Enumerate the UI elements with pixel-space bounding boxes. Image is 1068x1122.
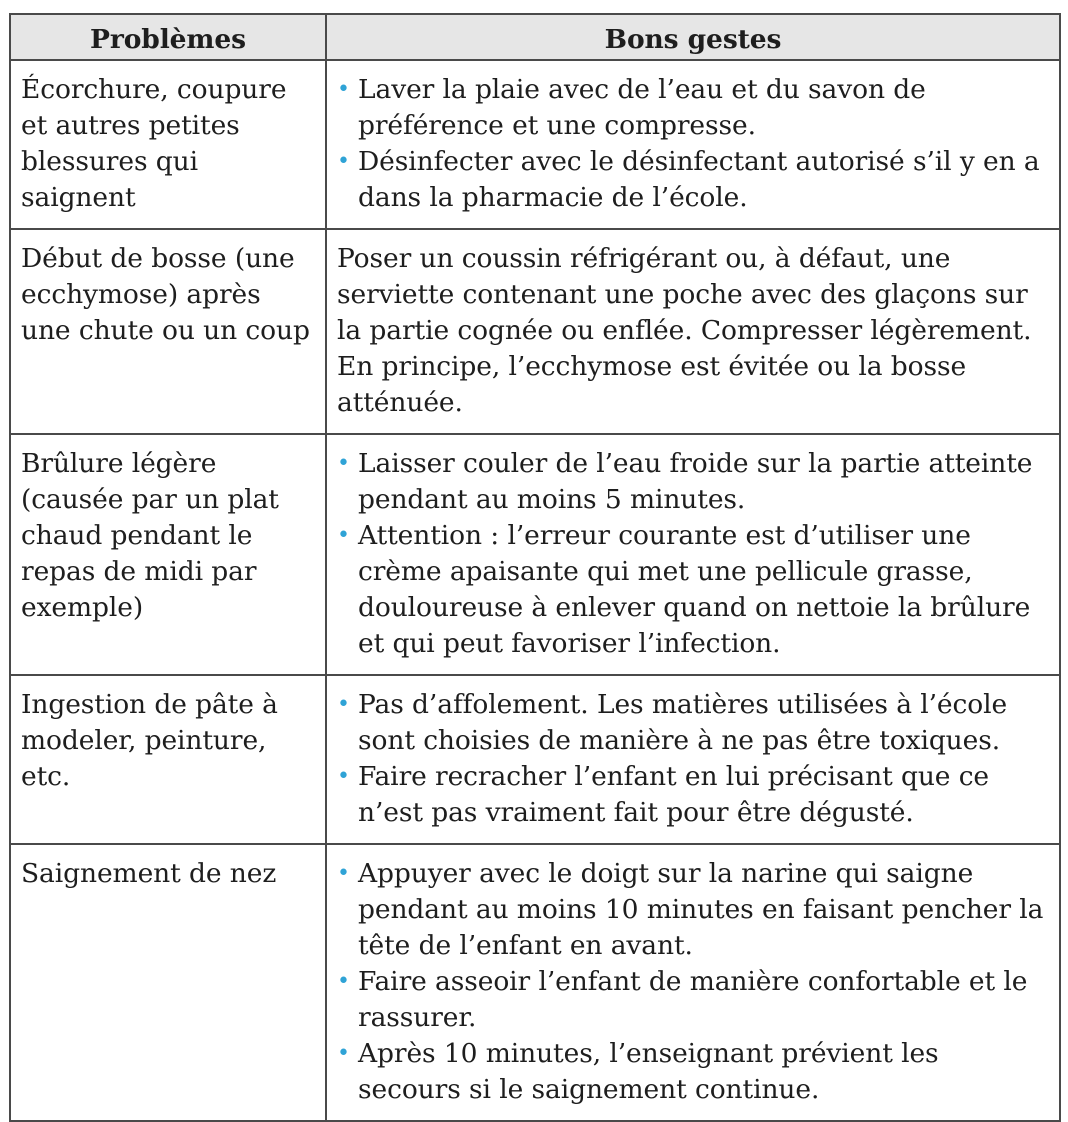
table-row — [10, 675, 1060, 844]
actions-list — [337, 446, 1049, 662]
problem-cell: Saignement de nez — [10, 844, 326, 1121]
table-row — [10, 60, 1060, 229]
list-item — [337, 1036, 1049, 1108]
list-item — [337, 72, 1049, 144]
list-item — [337, 856, 1049, 964]
actions-list — [337, 687, 1049, 831]
list-item-text: Laisser couler de l’eau froide sur la partie atteinte pendant au moins 5 minutes. — [358, 448, 1033, 515]
list-item-text: Attention : l’erreur courante est d’utiliser une crème apaisante qui met une pellicule grasse, douloureuse à enlever quand on nettoie la brûlure et qui peut favoriser l’infection. — [358, 520, 1031, 659]
list-item-text: Faire asseoir l’enfant de manière confortable et le rassurer. — [358, 966, 1028, 1033]
table-row — [10, 434, 1060, 675]
list-item-text: Faire recracher l’enfant en lui précisant que ce n’est pas vraiment fait pour être dégusté. — [358, 761, 990, 828]
bullet-icon: • — [337, 523, 350, 548]
actions-cell — [326, 60, 1060, 229]
actions-cell: Poser un coussin réfrigérant ou, à défaut, une serviette contenant une poche avec des glaçons sur la partie cognée ou enflée. Compresser légèrement. En principe, l’ecchymose est évitée ou la bosse atténuée. — [326, 229, 1060, 434]
actions-list — [337, 856, 1049, 1108]
problem-cell: Brûlure légère (causée par un plat chaud pendant le repas de midi par exemple) — [10, 434, 326, 675]
list-item — [337, 759, 1049, 831]
list-item — [337, 446, 1049, 518]
list-item — [337, 518, 1049, 662]
bullet-icon: • — [337, 149, 350, 174]
header-problems: Problèmes — [10, 14, 326, 60]
bullet-icon: • — [337, 451, 350, 476]
bullet-icon: • — [337, 969, 350, 994]
bullet-icon: • — [337, 861, 350, 886]
list-item-text: Pas d’affolement. Les matières utilisées à l’école sont choisies de manière à ne pas être toxiques. — [358, 689, 1008, 756]
bullet-icon: • — [337, 1041, 350, 1066]
list-item-text: Après 10 minutes, l’enseignant prévient les secours si le saignement continue. — [358, 1038, 939, 1105]
table-row — [10, 844, 1060, 1121]
bullet-icon: • — [337, 77, 350, 102]
actions-cell — [326, 844, 1060, 1121]
actions-cell — [326, 675, 1060, 844]
problem-cell: Écorchure, coupure et autres petites blessures qui saignent — [10, 60, 326, 229]
header-actions: Bons gestes — [326, 14, 1060, 60]
actions-cell — [326, 434, 1060, 675]
bullet-icon: • — [337, 764, 350, 789]
list-item — [337, 144, 1049, 216]
list-item-text: Désinfecter avec le désinfectant autorisé s’il y en a dans la pharmacie de l’école. — [358, 146, 1040, 213]
list-item-text: Appuyer avec le doigt sur la narine qui saigne pendant au moins 10 minutes en faisant pencher la tête de l’enfant en avant. — [358, 858, 1044, 961]
table-row — [10, 229, 1060, 434]
list-item — [337, 964, 1049, 1036]
problem-cell: Début de bosse (une ecchymose) après une chute ou un coup — [10, 229, 326, 434]
header-row — [10, 14, 1060, 60]
bullet-icon: • — [337, 692, 350, 717]
list-item-text: Laver la plaie avec de l’eau et du savon de préférence et une compresse. — [358, 74, 926, 141]
list-item — [337, 687, 1049, 759]
problem-cell: Ingestion de pâte à modeler, peinture, etc. — [10, 675, 326, 844]
first-aid-table — [9, 13, 1061, 1122]
actions-list — [337, 72, 1049, 216]
